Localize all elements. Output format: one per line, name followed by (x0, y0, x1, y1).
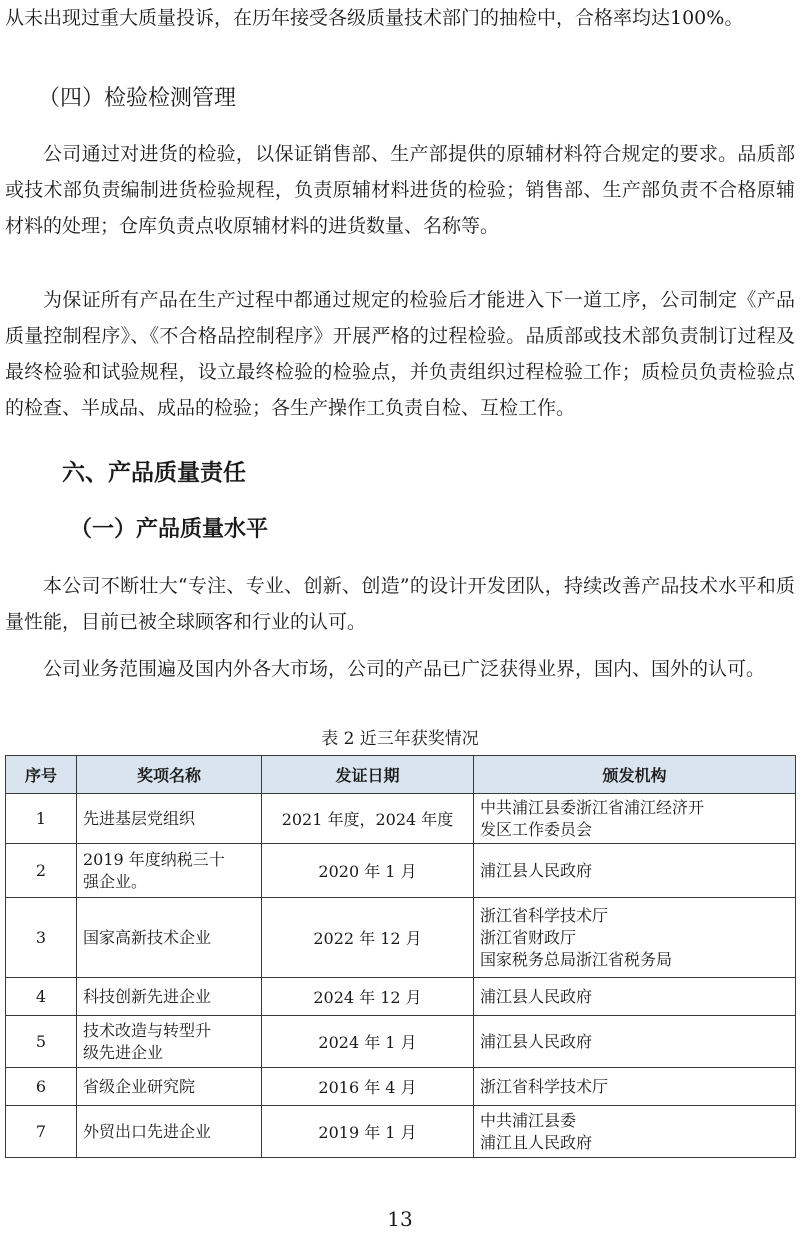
cell-award-name (77, 1068, 262, 1106)
cell-award-name (77, 898, 262, 978)
table-row (6, 844, 796, 898)
issuer-line: 浙江省财政厅 (480, 927, 577, 947)
dev-team-paragraph: 本公司不断壮大“专注、专业、创新、创造”的设计开发团队，持续改善产品技术水平和质量性能，目前已被全球顾客和行业的认可。 (5, 575, 795, 633)
award-name-line: 外贸出口先进企业 (83, 1121, 212, 1141)
cell-issue-date: 2016 年 4 月 (262, 1068, 474, 1106)
table-caption: 表 2 近三年获奖情况 (321, 729, 479, 749)
cell-serial: 1 (6, 794, 77, 844)
section-six-heading: 六、产品质量责任 (62, 460, 246, 486)
award-name-line: 省级企业研究院 (83, 1076, 196, 1096)
cell-award-name (77, 1016, 262, 1068)
award-name-line: 级先进企业 (83, 1042, 164, 1062)
cell-award-name (77, 1106, 262, 1158)
cell-award-name (77, 794, 262, 844)
award-name-line: 2019 年度纳税三十 (83, 849, 225, 869)
cell-serial: 7 (6, 1106, 77, 1158)
issuer-line: 国家税务总局浙江省税务局 (480, 949, 673, 969)
issuer-line: 浙江省科学技术厅 (480, 1076, 609, 1096)
award-name-line: 科技创新先进企业 (83, 986, 212, 1006)
cell-issuer (474, 844, 796, 898)
cell-serial: 2 (6, 844, 77, 898)
cell-issuer (474, 898, 796, 978)
cell-serial: 5 (6, 1016, 77, 1068)
quality-level-heading: （一）产品质量水平 (70, 517, 269, 542)
incoming-inspection-paragraph: 公司通过对进货的检验，以保证销售部、生产部提供的原辅材料符合规定的要求。品质部或技术部负责编制进货检验规程，负责原辅材料进货的检验；销售部、生产部负责不合格原辅材料的处理；仓库负责点收原辅材料的进货数量、名称等。 (5, 143, 795, 237)
cell-issuer (474, 1106, 796, 1158)
cell-issue-date: 2019 年 1 月 (262, 1106, 474, 1158)
issuer-line: 浙江省科学技术厅 (480, 905, 609, 925)
cell-serial: 3 (6, 898, 77, 978)
cell-issuer (474, 978, 796, 1016)
cell-issue-date: 2024 年 12 月 (262, 978, 474, 1016)
table-row (6, 978, 796, 1016)
cell-award-name (77, 978, 262, 1016)
award-name-line: 技术改造与转型升 (83, 1020, 212, 1040)
issuer-line: 浦江县人民政府 (480, 1031, 593, 1051)
cell-issuer (474, 1068, 796, 1106)
issuer-line: 发区工作委员会 (480, 819, 593, 839)
table-row (6, 1106, 796, 1158)
table-row (6, 1016, 796, 1068)
process-inspection-paragraph: 为保证所有产品在生产过程中都通过规定的检验后才能进入下一道工序，公司制定《产品质量控制程序》、《不合格品控制程序》开展严格的过程检验。品质部或技术部负责制订过程及最终检验和试验规程，设立最终检验的检验点，并负责组织过程检验工作；质检员负责检验点的检查、半成品、成品的检验；各生产操作工负责自检、互检工作。 (5, 289, 795, 419)
market-paragraph: 公司业务范围遍及国内外各大市场，公司的产品已广泛获得业界，国内、国外的认可。 (43, 658, 766, 680)
awards-table (5, 755, 796, 1158)
issuer-line: 浦江县人民政府 (480, 986, 593, 1006)
table-header-row (6, 756, 796, 794)
table-row (6, 898, 796, 978)
issuer-line: 中共浦江县委 (480, 1110, 577, 1130)
cell-issue-date: 2024 年 1 月 (262, 1016, 474, 1068)
issuer-line: 浦江且人民政府 (480, 1132, 593, 1152)
award-name-line: 先进基层党组织 (83, 808, 196, 828)
issuer-line: 浦江县人民政府 (480, 860, 593, 880)
cell-issue-date: 2021 年度，2024 年度 (262, 794, 474, 844)
cell-award-name (77, 844, 262, 898)
header-issue-date: 发证日期 (262, 756, 474, 794)
header-serial: 序号 (6, 756, 77, 794)
page-number: 13 (387, 1207, 413, 1231)
cell-issue-date: 2020 年 1 月 (262, 844, 474, 898)
cell-issue-date: 2022 年 12 月 (262, 898, 474, 978)
award-name-line: 强企业。 (83, 871, 148, 891)
cell-serial: 4 (6, 978, 77, 1016)
cell-serial: 6 (6, 1068, 77, 1106)
cell-issuer (474, 1016, 796, 1068)
inspection-heading: （四）检验检测管理 (38, 86, 237, 111)
intro-paragraph: 从未出现过重大质量投诉，在历年接受各级质量技术部门的抽检中，合格率均达100%。 (5, 7, 744, 29)
table-row (6, 1068, 796, 1106)
award-name-line: 国家高新技术企业 (83, 927, 212, 947)
header-award-name: 奖项名称 (77, 756, 262, 794)
header-issuer: 颁发机构 (474, 756, 796, 794)
table-row (6, 794, 796, 844)
issuer-line: 中共浦江县委浙江省浦江经济开 (480, 797, 705, 817)
cell-issuer (474, 794, 796, 844)
